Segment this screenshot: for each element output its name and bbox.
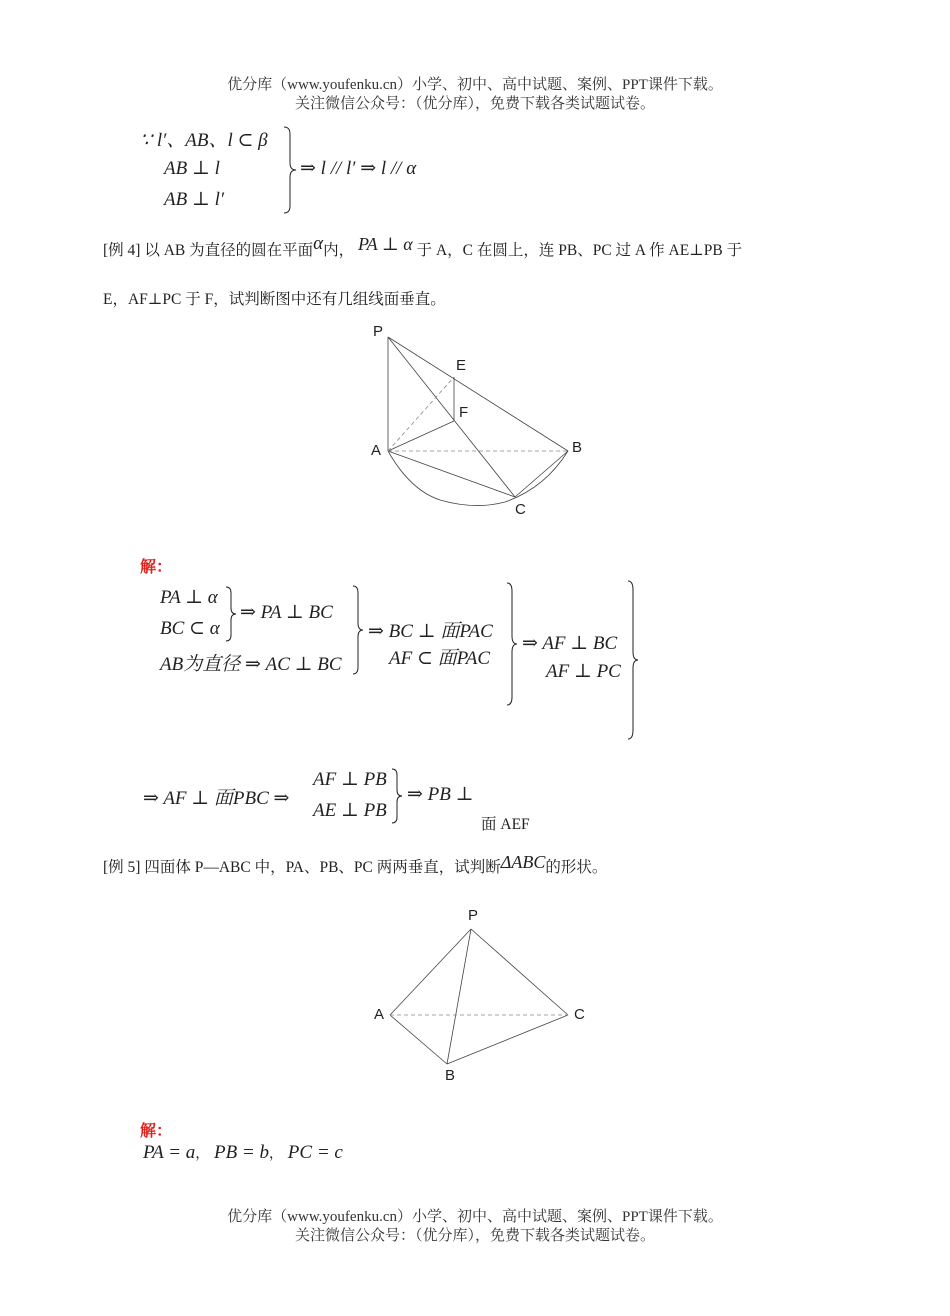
solution4-heading: 解： <box>140 559 173 576</box>
sol4-mid-result-2: AF ⊂ 面PAC <box>389 648 491 669</box>
label-P: P <box>373 323 384 340</box>
label-F: F <box>459 404 469 421</box>
label-A: A <box>371 442 382 459</box>
sol4-row-3a: AB为直径 ⇒ <box>160 654 266 675</box>
label-B: B <box>572 439 583 456</box>
example4-text-a: 以 AB 为直径的圆在平面 <box>144 242 314 259</box>
pa-perp-alpha: PA ⊥ α <box>358 234 413 254</box>
sol4-final-result: ⇒ PB ⊥ <box>407 784 474 805</box>
sol4-row-1: PA ⊥ α <box>160 587 218 608</box>
eq-pb: PB = b <box>214 1142 270 1163</box>
solution5-equations <box>143 1142 343 1164</box>
edge-PA <box>390 929 471 1015</box>
example4-text-c: 于 A，C 在圆上，连 PB、PC 过 A 作 AE⊥PB 于 <box>416 242 743 259</box>
sol4-col-result-1: ⇒ AF ⊥ BC <box>522 633 618 654</box>
example4-label: [例 4] <box>103 242 141 259</box>
header-line-2: 关注微信公众号：（优分库），免费下载各类试题试卷。 <box>294 96 655 112</box>
edge-PC <box>471 929 568 1015</box>
sol4-col-result-2: AF ⊥ PC <box>546 661 621 682</box>
example4-text-b: 内， <box>323 242 355 259</box>
sol4-final-row-2: AE ⊥ PB <box>313 800 387 821</box>
example5-label: [例 5] <box>103 859 141 876</box>
sol4-row-2: BC ⊂ α <box>160 618 220 639</box>
alpha-symbol: α <box>313 233 324 254</box>
sol4-row12-result: ⇒ PA ⊥ BC <box>240 602 333 623</box>
sol4-final-tail: 面 AEF <box>481 816 530 833</box>
label-C: C <box>515 501 526 518</box>
tetra-label-A: A <box>374 1006 385 1023</box>
proof-line-2: AB ⊥ l <box>164 158 220 179</box>
footer-line-1: 优分库（www.youfenku.cn）小学、初中、高中试题、案例、PPT课件下载。 <box>227 1209 723 1225</box>
sol4-final-row-1: AF ⊥ PB <box>313 769 387 790</box>
sep-2: ， <box>269 1147 284 1162</box>
tetra-label-C: C <box>574 1006 585 1023</box>
proof-line-3: AB ⊥ l′ <box>164 189 225 210</box>
tetra-label-P: P <box>468 907 479 924</box>
eq-pc: PC = c <box>287 1142 343 1163</box>
header-line-1: 优分库（www.youfenku.cn）小学、初中、高中试题、案例、PPT课件下载。 <box>227 77 723 93</box>
sol4-mid-result-1: ⇒ BC ⊥ 面PAC <box>368 621 493 642</box>
edge-BC <box>447 1015 568 1064</box>
edge-AB <box>390 1015 447 1064</box>
tetra-label-B: B <box>445 1067 456 1084</box>
edge-PB <box>447 929 471 1064</box>
example4-line-2: E，AF⊥PC 于 F，试判断图中还有几组线面垂直。 <box>103 291 446 308</box>
proof-conclusion: ⇒ l // l′ ⇒ l // α <box>300 158 417 179</box>
sol4-row-3b: AC ⊥ BC <box>265 654 342 675</box>
proof-line-1: ∵ l′、AB、l ⊂ β <box>140 130 268 151</box>
sol4-final-prefix: ⇒ AF ⊥ 面PBC ⇒ <box>143 788 290 809</box>
example5-text-a: 四面体 P—ABC 中，PA、PB、PC 两两垂直，试判断 <box>144 859 501 876</box>
eq-pa: PA = a <box>143 1142 196 1163</box>
sep-1: ， <box>195 1147 210 1162</box>
label-E: E <box>456 357 467 374</box>
triangle-abc: ΔABC <box>500 852 546 872</box>
example5-text-b: 的形状。 <box>545 859 608 876</box>
footer-line-2: 关注微信公众号：（优分库），免费下载各类试题试卷。 <box>294 1228 655 1244</box>
solution5-heading: 解： <box>140 1123 173 1140</box>
